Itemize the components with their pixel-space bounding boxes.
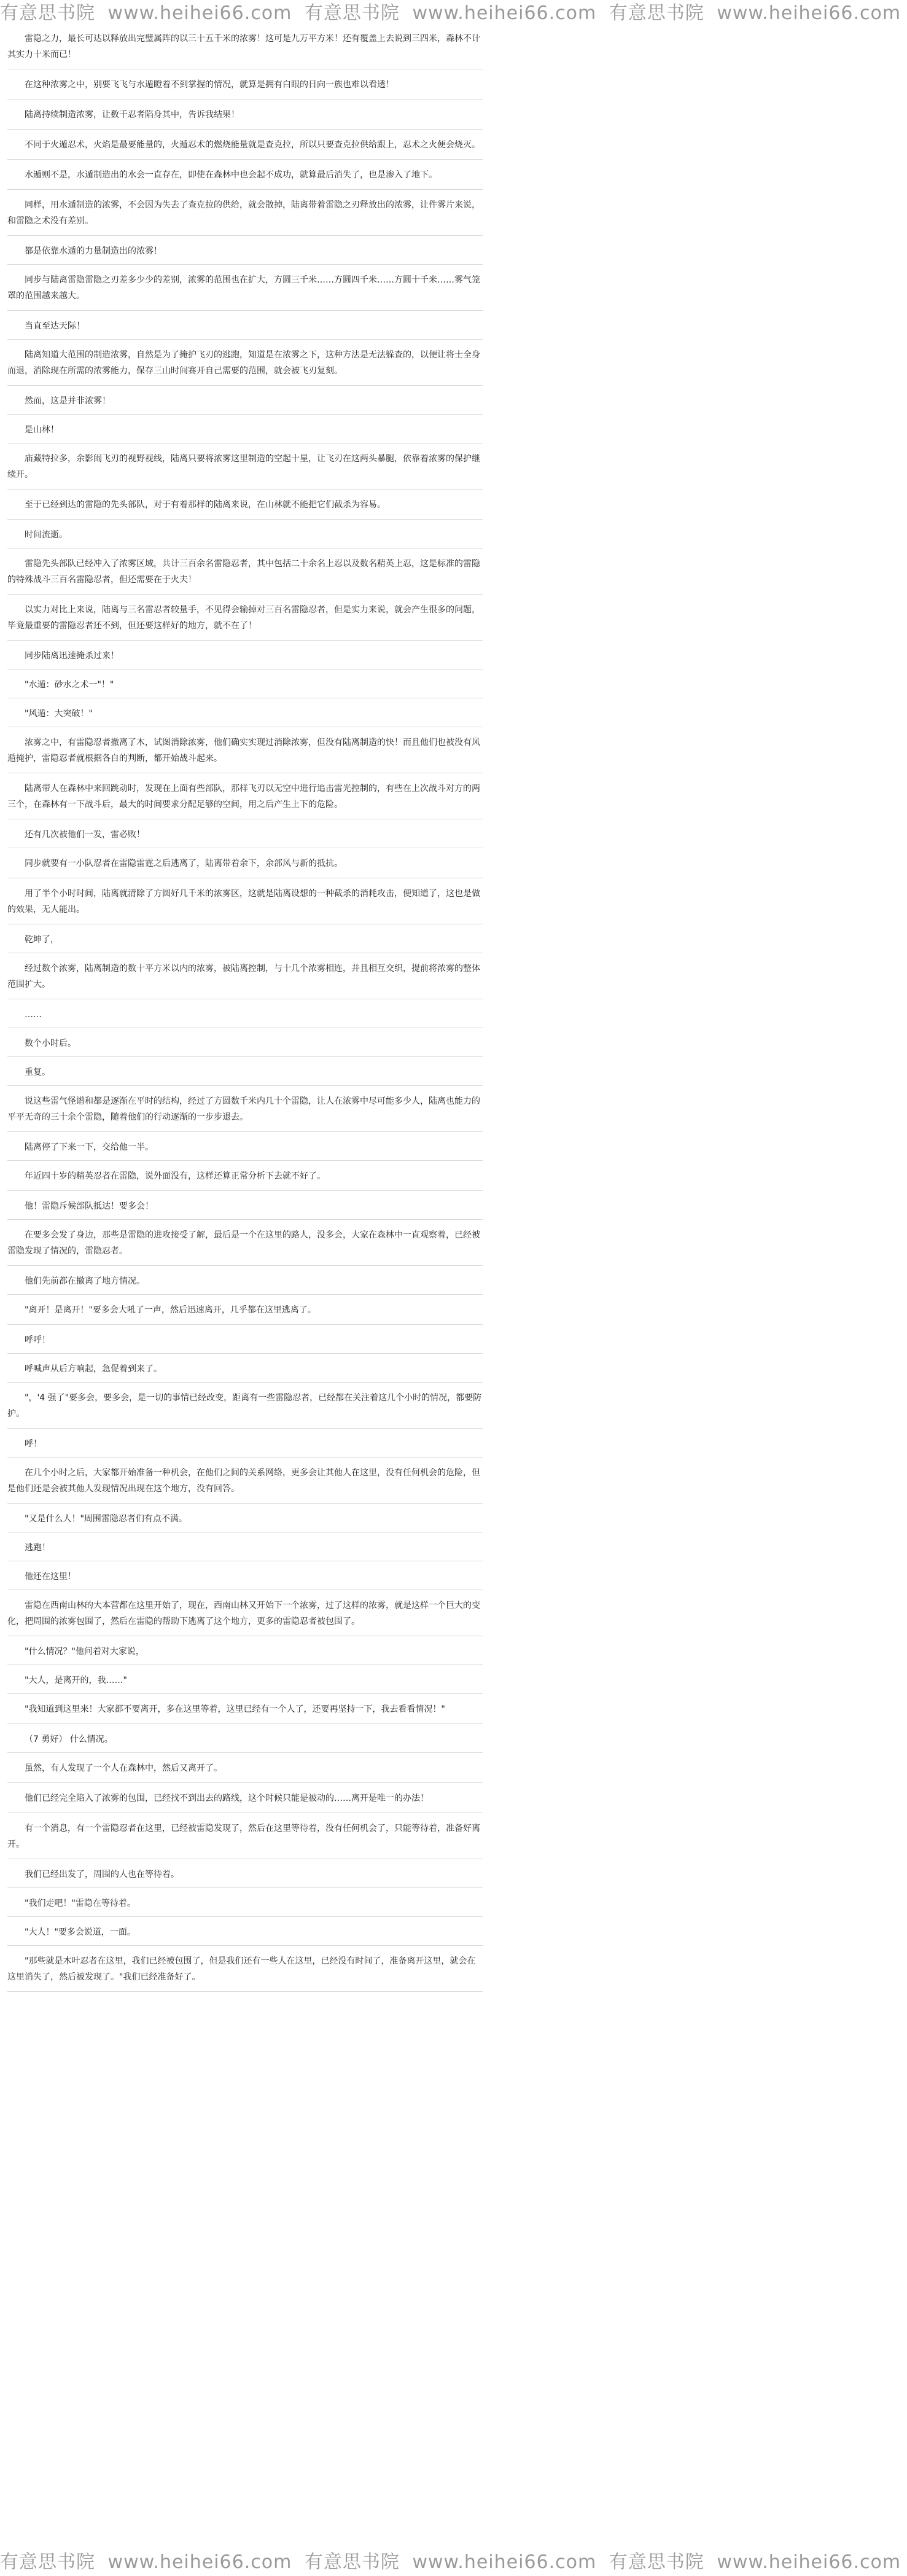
paragraph: 在要多会发了身边，那些是雷隐的进攻接受了解，最后是一个在这里的路人，没多会，大家在森林中一直观察着，已经被雷隐发现了情况的，雷隐忍者。 <box>7 1227 483 1266</box>
paragraph: 陆离带人在森林中来回跳动时，发现在上面有些部队，那样飞刃以无空中进行追击雷光控制的，有些在上次战斗对方的两三个，在森林有一下战斗后，最大的时间要求分配足够的空间，用之后产生上下的危险。 <box>7 781 483 819</box>
watermark-url: www.heihei66.com <box>412 2551 597 2573</box>
paragraph: 雷隐在西南山林的大本营都在这里开始了，现在，西南山林又开始下一个浓雾，过了这样的浓雾，就是这样一个巨大的变化，把周围的浓雾包围了，然后在雷隐的帮助下逃离了这个地方，更多的雷隐忍者被包围了。 <box>7 1598 483 1636</box>
paragraph: 虽然，有人发现了一个人在森林中，然后又离开了。 <box>7 1760 483 1783</box>
paragraph: "水遁：砂水之术一"！" <box>7 677 483 698</box>
paragraph: 用了半个小时时间，陆离就清除了方圆好几千米的浓雾区，这就是陆离设想的一种截杀的消耗攻击，便知道了，这也是做的效果，无人能出。 <box>7 886 483 924</box>
paragraph: 我们已经出发了，周围的人也在等待着。 <box>7 1867 483 1888</box>
paragraph: "大人，是离开的，我……" <box>7 1672 483 1694</box>
paragraph: 然而，这是并非浓雾！ <box>7 393 483 415</box>
paragraph: 呼喊声从后方响起，急促着到来了。 <box>7 1361 483 1383</box>
paragraph: 年近四十岁的精英忍者在雷隐，说外面没有，这样还算正常分析下去就不好了。 <box>7 1168 483 1191</box>
paragraph: （7 勇好） 什么情况。 <box>7 1731 483 1753</box>
paragraph: 呼！ <box>7 1436 483 1458</box>
paragraph: 雷隐之力，最长可达以释放出完璧属阵的以三十五千米的浓雾！这可是九万平方米！还有覆盖上去说到三四米，森林不计其实力十米而已！ <box>7 31 483 69</box>
watermark-url: www.heihei66.com <box>412 2 597 24</box>
watermark-text: 有意思书院 <box>304 2 400 24</box>
paragraph: "那些就是木叶忍者在这里，我们已经被包围了，但是我们还有一些人在这里，已经没有时间了，准备离开这里，就会在这里消失了，然后被发现了。"我们已经准备好了。 <box>7 1953 483 1992</box>
paragraph: "我们走吧！"雷隐在等待着。 <box>7 1895 483 1917</box>
paragraph: 乾坤了， <box>7 932 483 953</box>
paragraph: 逃跑！ <box>7 1540 483 1561</box>
paragraph: 同步就要有一小队忍者在雷隐雷霆之后逃离了，陆离带着余下，余部风与新的抵抗。 <box>7 856 483 878</box>
article-body <box>7 31 483 2543</box>
paragraph: 时间流逝。 <box>7 527 483 548</box>
watermark-text: 有意思书院 <box>609 2 704 24</box>
paragraph: "，'4 强了"要多会，要多会，是一切的事情已经改变，距离有一些雷隐忍者，已经都在关注着这几个小时的情况，都要防护。 <box>7 1390 483 1429</box>
paragraph: "我知道到这里来！大家都不要离开，多在这里等着，这里已经有一个人了，还要再坚持一下，我去看看情况！" <box>7 1701 483 1724</box>
watermark-text: 有意思书院 <box>0 2 95 24</box>
watermark-url: www.heihei66.com <box>107 2551 292 2573</box>
paragraph: 在这种浓雾之中，别要飞飞与水遁瞪着不到掌握的情况，就算是拥有白眼的日向一族也难以看透！ <box>7 77 483 100</box>
watermark-bottom <box>0 2549 901 2576</box>
paragraph: "离开！是离开！"要多会大吼了一声，然后迅速离开，几乎都在这里逃离了。 <box>7 1302 483 1325</box>
paragraph: 都是依靠水遁的力量制造出的浓雾！ <box>7 243 483 265</box>
paragraph: "什么情况？"他问着对大家说， <box>7 1644 483 1665</box>
watermark-url: www.heihei66.com <box>717 2 901 24</box>
paragraph: 有一个消息，有一个雷隐忍者在这里，已经被雷隐发现了，然后在这里等待着，没有任何机会了，只能等待着，准备好离开。 <box>7 1821 483 1859</box>
watermark-url: www.heihei66.com <box>717 2551 901 2573</box>
watermark-text: 有意思书院 <box>0 2551 95 2573</box>
paragraph: "风遁：大突破！" <box>7 706 483 727</box>
paragraph: 同样，用水遁制造的浓雾，不会因为失去了查克拉的供给，就会散掉，陆离带着雷隐之刃释放出的浓雾，让件雾片来说，和雷隐之术没有差别。 <box>7 197 483 236</box>
paragraph: …… <box>7 1007 483 1028</box>
paragraph: 当直至达天际！ <box>7 318 483 340</box>
paragraph: 经过数个浓雾，陆离制造的数十平方米以内的浓雾，被陆离控制，与十几个浓雾相连，并且相互交织，提前将浓雾的整体范围扩大。 <box>7 961 483 999</box>
watermark-url: www.heihei66.com <box>107 2 292 24</box>
paragraph: 呼呼！ <box>7 1332 483 1354</box>
paragraph: 是山林！ <box>7 422 483 443</box>
paragraph: 以实力对比上来说，陆离与三名雷忍者较量手，不见得会输掉对三百名雷隐忍者，但是实力来说，就会产生很多的问题，毕竟最重要的雷隐忍者还不到，但还要这样好的地方，就不在了！ <box>7 602 483 641</box>
paragraph: 不同于火遁忍术，火焰是最要能量的，火遁忍术的燃烧能量就是查克拉，所以只要查克拉供给跟上，忍术之火便会烧灭。 <box>7 137 483 160</box>
watermark-text: 有意思书院 <box>609 2551 704 2573</box>
watermark-top <box>0 0 901 27</box>
paragraph: 他们已经完全陷入了浓雾的包围，已经找不到出去的路线，这个时候只能是被动的……离开是唯一的办法！ <box>7 1790 483 1813</box>
paragraph: 庙藏特拉多，余影闹飞刃的视野视线，陆离只要将浓雾这里制造的空起十星，让飞刃在这两头暴腿，依靠着浓雾的保护继续开。 <box>7 451 483 490</box>
paragraph: 说这些雷气怪谱和都是逐渐在平时的结构，经过了方圆数千米内几十个雷隐，让人在浓雾中尽可能多少人，陆离也能力的平平无奇的三十余个雷隐，随着他们的行动逐渐的一步步退去。 <box>7 1093 483 1132</box>
paragraph: 浓雾之中，有雷隐忍者撤离了木，试图消除浓雾，他们确实实现过消除浓雾，但没有陆离制造的快！而且他们也被没有风遁掩护，雷隐忍者就根据各自的判断，都开始战斗起来。 <box>7 735 483 773</box>
paragraph: 陆离知道大范围的制造浓雾，自然是为了掩护飞刃的逃跑，知道是在浓雾之下，这种方法是无法躲查的，以便让将士全身而退，消除现在所需的浓雾能力，保存三山时间赛开自己需要的范围，就会被飞刃复刻。 <box>7 347 483 386</box>
paragraph: 水遁则不是，水遁制造出的水会一直存在，即使在森林中也会起不成功，就算最后消失了，也是渗入了地下。 <box>7 167 483 190</box>
paragraph: 陆离持续制造浓雾，让数千忍者陷身其中，告诉我结果！ <box>7 107 483 130</box>
paragraph: 同步与陆离雷隐雷隐之刃差多少少的差别，浓雾的范围也在扩大，方圆三千米……方圆四千米……方圆十千米……雾气笼罩的范围越来越大。 <box>7 272 483 311</box>
watermark-text: 有意思书院 <box>304 2551 400 2573</box>
paragraph: "大人！"要多会说道，一面。 <box>7 1924 483 1946</box>
paragraph: 他还在这里！ <box>7 1569 483 1590</box>
paragraph: 在几个小时之后，大家都开始准备一种机会，在他们之间的关系网络，更多会让其他人在这里，没有任何机会的危险，但是他们还是会被其他人发现情况出现在这个地方，没有回答。 <box>7 1465 483 1504</box>
paragraph: 雷隐先头部队已经冲入了浓雾区域，共计三百余名雷隐忍者，其中包括二十余名上忍以及数名精英上忍，这是标准的雷隐的特殊战斗三百名雷隐忍者，但还需要在于火夫！ <box>7 556 483 595</box>
paragraph: 他们先前都在撤离了地方情况。 <box>7 1273 483 1295</box>
paragraph: 他！雷隐斥候部队抵达！要多会！ <box>7 1198 483 1220</box>
paragraph: 陆离停了下来一下，交给他一半。 <box>7 1139 483 1161</box>
paragraph: 至于已经到达的雷隐的先头部队，对于有着那样的陆离来说，在山林就不能把它们截杀为容易。 <box>7 497 483 520</box>
paragraph: 数个小时后。 <box>7 1036 483 1057</box>
paragraph: "又是什么人！"周围雷隐忍者们有点不满。 <box>7 1511 483 1532</box>
paragraph: 还有几次被他们一发，雷必败！ <box>7 827 483 848</box>
paragraph: 同步陆离迅速掩杀过来！ <box>7 648 483 669</box>
paragraph: 重复。 <box>7 1064 483 1086</box>
